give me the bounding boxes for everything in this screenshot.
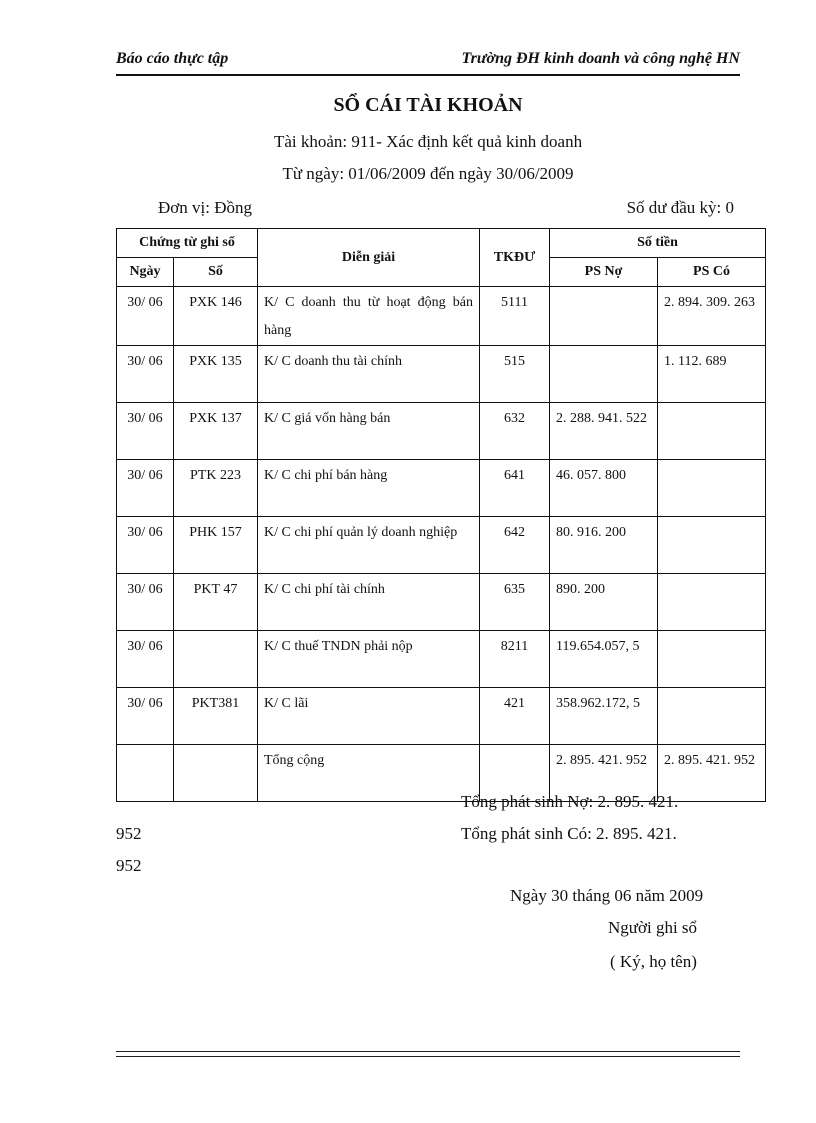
debit-header: PS Nợ [550,258,658,287]
table-row [117,460,766,517]
table-row [117,346,766,403]
row-credit: 2. 895. 421. 952 [658,745,766,802]
row-date: 30/ 06 [117,688,174,745]
row-ref: PHK 157 [174,517,258,574]
row-desc: K/ C thuế TNDN phải nộp [258,631,480,688]
row-ref: PKT381 [174,688,258,745]
table-row [117,631,766,688]
document-title: SỔ CÁI TÀI KHOẢN [333,94,523,116]
header-row-group [117,229,766,258]
row-desc: K/ C chi phí quản lý doanh nghiệp [258,517,480,574]
row-desc: K/ C doanh thu từ hoạt động bán hàng [258,287,480,346]
row-debit [550,346,658,403]
row-debit: 80. 916. 200 [550,517,658,574]
currency-unit: Đơn vị: Đồng [158,198,252,217]
signature-note: ( Ký, họ tên) [610,952,697,971]
row-account: 421 [480,688,550,745]
row-account: 635 [480,574,550,631]
row-date [117,745,174,802]
footer-divider-thin [116,1056,740,1057]
desc-header: Diễn giải [258,229,480,287]
row-ref [174,631,258,688]
row-credit: 2. 894. 309. 263 [658,287,766,346]
credit-header: PS Có [658,258,766,287]
row-date: 30/ 06 [117,631,174,688]
row-account: 8211 [480,631,550,688]
row-account: 515 [480,346,550,403]
row-debit: 119.654.057, 5 [550,631,658,688]
row-date: 30/ 06 [117,574,174,631]
row-ref: PXK 135 [174,346,258,403]
signer-role: Người ghi sổ [608,918,698,937]
ledger-table [116,228,766,802]
row-desc: K/ C doanh thu tài chính [258,346,480,403]
row-debit [550,287,658,346]
row-date: 30/ 06 [117,460,174,517]
row-debit: 2. 288. 941. 522 [550,403,658,460]
row-desc: K/ C chi phí bán hàng [258,460,480,517]
total-debit-text: Tổng phát sinh Nợ: 2. 895. 421. [461,792,679,811]
table-row [117,688,766,745]
row-credit [658,688,766,745]
row-debit: 2. 895. 421. 952 [550,745,658,802]
row-ref: PXK 137 [174,403,258,460]
amount-group-header: Số tiền [550,229,766,258]
opening-balance: Số dư đầu kỳ: 0 [626,198,734,217]
row-debit: 46. 057. 800 [550,460,658,517]
row-account: 5111 [480,287,550,346]
row-debit: 890. 200 [550,574,658,631]
header-right-text: Trường ĐH kinh doanh và công nghệ HN [461,50,740,67]
row-desc: K/ C lãi [258,688,480,745]
voucher-group-header: Chứng từ ghi sổ [117,229,258,258]
row-ref: PXK 146 [174,287,258,346]
signature-date: Ngày 30 tháng 06 năm 2009 [510,886,704,905]
row-credit: 1. 112. 689 [658,346,766,403]
row-account: 642 [480,517,550,574]
header-divider [116,74,740,76]
row-credit [658,574,766,631]
row-credit [658,403,766,460]
row-desc: K/ C chi phí tài chính [258,574,480,631]
row-date: 30/ 06 [117,517,174,574]
table-row [117,287,766,346]
row-date: 30/ 06 [117,287,174,346]
row-debit: 358.962.172, 5 [550,688,658,745]
footer-divider [116,1051,740,1052]
row-credit [658,517,766,574]
row-credit [658,460,766,517]
ref-header: Số [174,258,258,287]
page-header [116,46,740,76]
row-ref [174,745,258,802]
table-row [117,574,766,631]
account-header: TKĐƯ [480,229,550,287]
row-account: 641 [480,460,550,517]
row-ref: PTK 223 [174,460,258,517]
total-debit-wrap: 952 [116,824,142,843]
row-date: 30/ 06 [117,403,174,460]
total-credit-wrap: 952 [116,856,142,875]
table-row [117,403,766,460]
row-desc: K/ C giá vốn hàng bán [258,403,480,460]
date-header: Ngày [117,258,174,287]
row-date: 30/ 06 [117,346,174,403]
table-row [117,517,766,574]
total-credit-text: Tổng phát sinh Có: 2. 895. 421. [461,824,677,843]
period-line: Từ ngày: 01/06/2009 đến ngày 30/06/2009 [282,164,574,183]
row-account: 632 [480,403,550,460]
row-ref: PKT 47 [174,574,258,631]
account-line: Tài khoản: 911- Xác định kết quả kinh doanh [273,132,583,151]
row-credit [658,631,766,688]
header-left-text: Báo cáo thực tập [116,50,229,67]
row-desc: Tổng cộng [258,745,480,802]
